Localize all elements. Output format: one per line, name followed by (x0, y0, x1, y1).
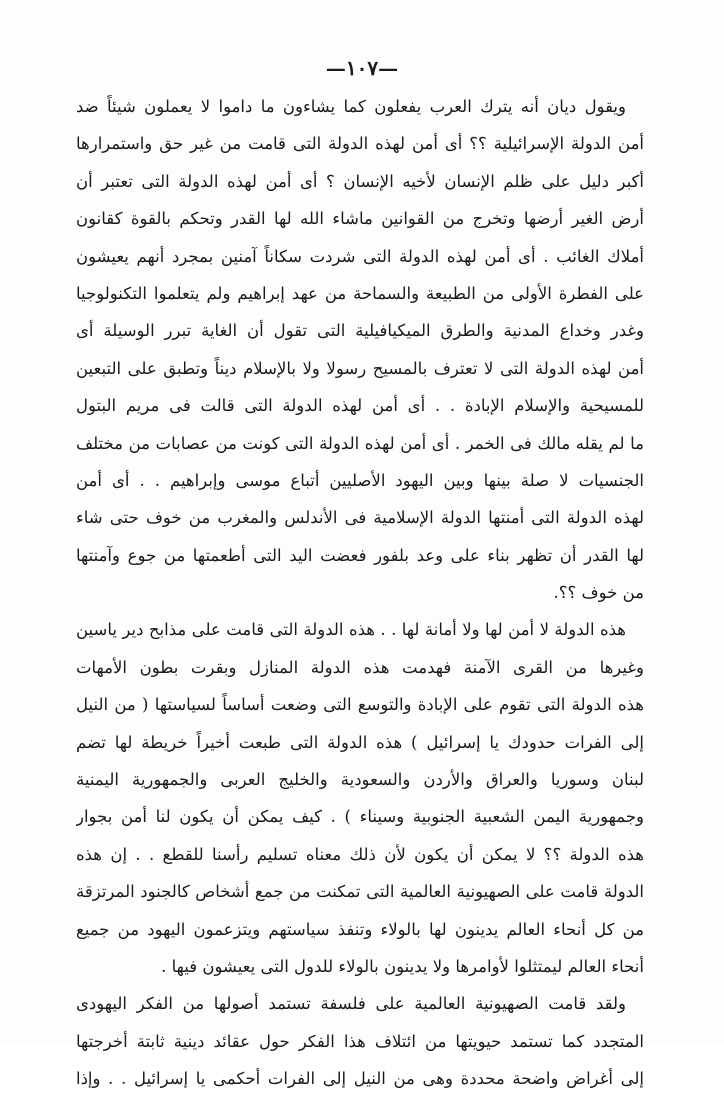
text-line: هذه الدولة ؟؟ لا يمكن أن يكون لأن ذلك معناه تسليم رأسنا للقطع . . إن هذه (76, 844, 644, 864)
text-line: إلى أغراض واضحة محددة وهى من النيل إلى الفرات أحكمى يا إسرائيل . . وإذا (76, 1069, 644, 1089)
text-line: على الفطرة الأولى من الطبيعة والسماحة من عهد إبراهيم ولم يتعلموا التكنولوجيا (76, 283, 644, 303)
text-line: الجنسيات لا صلة بينها وبين اليهود الأصليين أتباع موسى وإبراهيم . . أى أمن (76, 470, 644, 490)
text-line: ولقد قامت الصهيونية العالمية على فلسفة تستمد أصولها من الفكر اليهودى (76, 994, 626, 1014)
text-line: لها القدر أن تظهر بناء على وعد بلفور فعضت اليد التى أطعمتها من جوع وآمنتها (76, 545, 644, 565)
text-line: هذه الدولة لا أمن لها ولا أمانة لها . . هذه الدولة التى قامت على مذابح دير ياسين (76, 620, 626, 640)
body-text (76, 88, 644, 1098)
page-number: —١٠٧— (325, 56, 399, 80)
text-line: إلى الفرات حدودك يا إسرائيل ) هذه الدولة التى طبعت أخيراً خريطة لها تضم (76, 732, 644, 752)
text-line: أنحاء العالم ليمتثلوا لأوامرها ولا يدينون بالولاء للدول التى يعيشون فيها . (161, 956, 644, 976)
text-line: لبنان وسوريا والعراق والأردن والسعودية والخليج العربى والجمهورية اليمنية (76, 770, 644, 790)
text-line: المتجدد كما تستمد حيويتها من ائتلاف هذا الفكر حول عقائد دينية ثابتة أخرجتها (76, 1031, 644, 1051)
text-line: أرض الغير أرضها وتخرج من القوانين ماشاء الله لها القدر وتحكم بالقوة كقانون (76, 209, 644, 229)
text-line: وغيرها من القرى الآمنة فهدمت هذه الدولة المنازل وبقرت بطون الأمهات (76, 657, 644, 677)
text-line: الدولة قامت على الصهيونية العالمية التى تمكنت من جمع أشخاص كالجنود المرتزقة (76, 882, 644, 902)
text-line: هذه الدولة التى تقوم على الإبادة والتوسع التى وضعت أساساً لسياستها ( من النيل (76, 695, 644, 715)
text-line: لهذه الدولة التى أمنتها الدولة الإسلامية فى الأندلس والمغرب من خوف حتى شاء (76, 508, 644, 528)
text-line: من كل أنحاء العالم يدينون لها بالولاء وتنفذ سياستهم ويتزعمون اليهود من جميع (76, 919, 644, 939)
text-line: ويقول ديان أنه يترك العرب يفعلون كما يشاءون ما داموا لا يعملون شيئاً ضد (76, 97, 626, 116)
text-line: للمسيحية والإسلام الإبادة . . أى أمن لهذه الدولة التى قالت فى مريم البتول (76, 396, 644, 416)
text-line: ما لم يقله مالك فى الخمر . أى أمن لهذه الدولة التى كونت من عصابات من مختلف (76, 433, 644, 453)
text-line: من خوف ؟؟. (553, 583, 644, 603)
text-line: أكبر دليل على ظلم الإنسان لأخيه الإنسان ؟ أى أمن لهذه الدولة التى تعتبر أن (76, 171, 644, 191)
text-line: أمن الدولة الإسرائيلية ؟؟ أى أمن لهذه الدولة التى قامت من غير حق واستمرارها (76, 134, 644, 154)
text-line: وغدر وخداع المدنية والطرق الميكيافيلية التى تقول أن الغاية تبرر الوسيلة أى (76, 321, 644, 341)
text-line: أملاك الغائب . أى أمن لهذه الدولة التى شردت سكاناً آمنين بمجرد أنهم يعيشون (76, 246, 644, 266)
text-line: أمن لهذه الدولة التى لا تعترف بالمسيح رسولا ولا بالإسلام ديناً وتطبق على التبعين (76, 358, 644, 378)
text-line: وجمهورية اليمن الشعبية الجنوبية وسيناء ) . كيف يمكن أن يكون لنا أمن بجوار (76, 807, 644, 827)
